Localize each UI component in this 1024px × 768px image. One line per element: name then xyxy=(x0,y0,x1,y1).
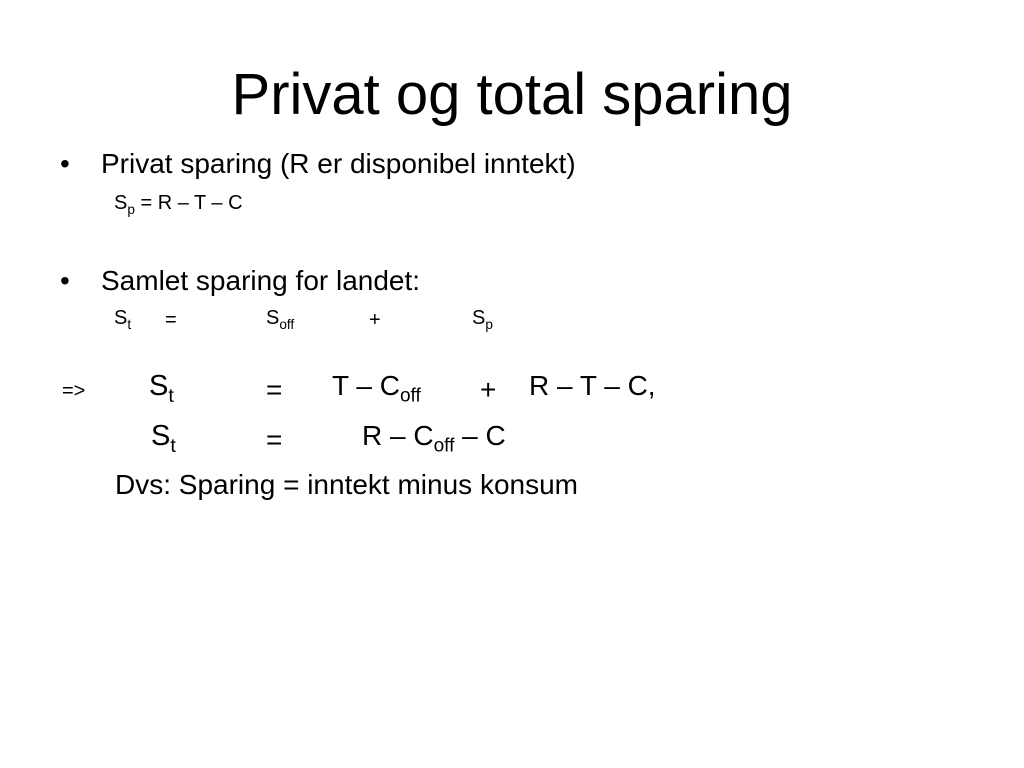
subscript-off: off xyxy=(399,385,421,407)
symbol-s: S xyxy=(472,307,486,329)
result-expression xyxy=(362,420,506,457)
expr-r-c: R – C xyxy=(362,420,434,451)
bullet-marker: • xyxy=(60,148,70,179)
implication-t-minus-c xyxy=(332,370,421,407)
result-equals: = xyxy=(266,424,283,455)
result-st xyxy=(151,420,176,457)
formula-total-plus: + xyxy=(369,309,381,331)
formula-rest: = R – T – C xyxy=(134,192,243,214)
symbol-s: S xyxy=(149,370,169,402)
formula-total-sp xyxy=(472,307,493,332)
subscript-p: p xyxy=(127,201,135,217)
formula-private-saving xyxy=(114,192,243,217)
symbol-s: S xyxy=(114,192,128,214)
formula-total-st xyxy=(114,307,132,332)
symbol-s: S xyxy=(151,420,171,452)
implication-arrow: => xyxy=(62,380,86,402)
subscript-t: t xyxy=(168,384,174,407)
implication-plus: + xyxy=(480,374,497,405)
bullet-total-saving: Samlet sparing for landet: xyxy=(101,265,421,296)
slide-title: Privat og total sparing xyxy=(231,62,793,127)
symbol-s: S xyxy=(114,307,128,329)
subscript-p: p xyxy=(485,316,493,332)
expr-t-c: T – C xyxy=(332,370,400,401)
symbol-s: S xyxy=(266,307,280,329)
expr-tail: – C xyxy=(454,420,506,451)
implication-equals: = xyxy=(266,374,283,405)
bullet-marker: • xyxy=(60,265,70,296)
subscript-off: off xyxy=(433,435,455,457)
bullet-private-saving: Privat sparing (R er disponibel inntekt) xyxy=(101,148,576,179)
formula-total-soff xyxy=(266,307,295,332)
subscript-t: t xyxy=(170,434,176,457)
implication-st xyxy=(149,370,174,407)
implication-rest: R – T – C, xyxy=(529,370,656,401)
conclusion-text: Dvs: Sparing = inntekt minus konsum xyxy=(115,469,578,500)
formula-total-equals: = xyxy=(165,309,177,331)
subscript-t: t xyxy=(127,316,132,332)
subscript-off: off xyxy=(279,316,295,332)
